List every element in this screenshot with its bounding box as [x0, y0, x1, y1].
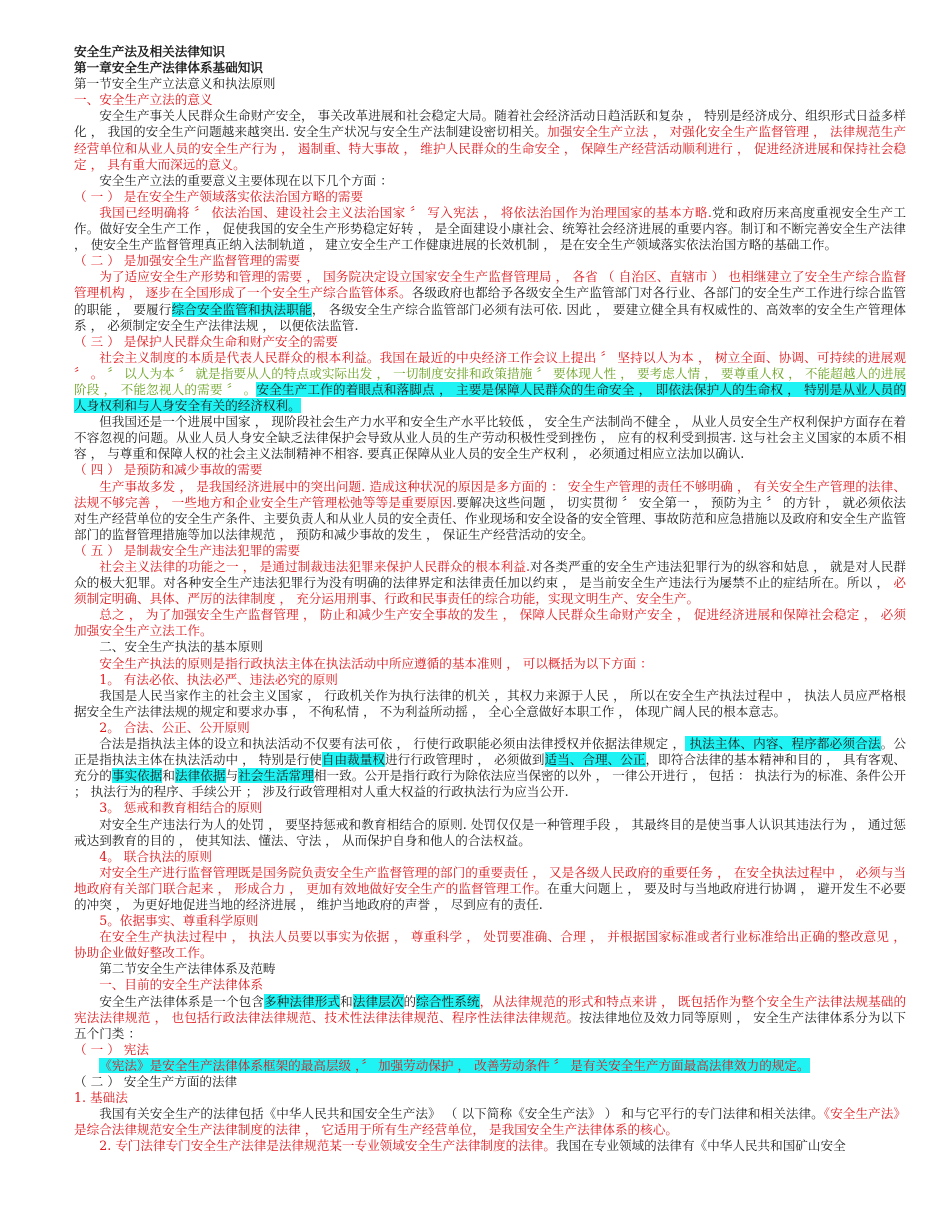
- text-run: 对各类严重的安全生产违法犯罪行为的纵容和姑息 ， 就是对人民群众的极大犯罪。对各种安全生产违法犯罪行为没有明确的法律界定和法律责任加以约束 ， 是当前安全生产违法行为屡禁不止的症结所在。所以 ，: [74, 559, 906, 591]
- paragraph: [74, 736, 906, 800]
- text-run: 安全生产法律体系是一个包含: [99, 993, 265, 1009]
- text-run: 安全生产事关人民群众生命财产安全， 事关改革进展和社会稳定大局。随着社会经济活动日趋活跃和复杂 ， 特别是经济成分、组织形式日益多样化 ， 我国的安全生产问题越来越突出. 安全生产状况与安全生产法制建设密切相关。: [74, 108, 906, 140]
- text-run: 的: [403, 993, 417, 1009]
- text-run: （ 五 ） 是制裁安全生产违法犯罪的需要: [74, 542, 301, 558]
- highlighted-text: 综合性系统: [416, 993, 480, 1009]
- text-run: 在安全生产执法过程中 ， 执法人员要以事实为依据 ， 尊重科学 ， 处罚要准确、合理 ， 并根据国家标准或者行业标准给出正确的整改意见 ， 协助企业做好整改工作。: [74, 929, 906, 961]
- paragraph: [74, 913, 906, 929]
- highlighted-text: 多种法律形式: [264, 993, 341, 1009]
- paragraph: [74, 479, 906, 543]
- paragraph: [74, 688, 906, 720]
- text-run: （ 一 ） 宪法: [74, 1041, 149, 1057]
- paragraph: [74, 1106, 906, 1138]
- highlighted-text: 自由裁量权: [321, 752, 386, 768]
- text-run: 对安全生产违法行为人的处罚 ， 要坚持惩戒和教育相结合的原则. 处罚仅仅是一种管理手段 ， 其最终目的是使当事人认识其违法行为 ， 通过惩戒达到教育的目的 ， 使其知法、懂法、守法 ， 从而保护自身和他人的合法权益。: [74, 816, 906, 848]
- highlighted-text: 法律层次: [352, 993, 404, 1009]
- document-body: [74, 44, 906, 1154]
- text-run: 合法是指执法主体的设立和执法活动不仅要有法可依 ， 行使行政职能必须由法律授权并依据法律规定 ，: [99, 736, 686, 752]
- text-run: 2。 合法、公正、公开原则: [99, 719, 250, 735]
- paragraph: [74, 656, 906, 672]
- highlighted-text: 安全生产工作的着眼点和落脚点 ， 主要是保障人民群众的生命安全 ， 即依法保护人的生命权 ， 特别是从业人员的人身权利和与人身安全有关的经济权利。: [74, 381, 906, 414]
- paragraph: [74, 849, 906, 865]
- paragraph: [74, 350, 906, 414]
- paragraph: [74, 189, 906, 205]
- text-run: 在重大问题上 ， 要及时与当地政府进行协调 ， 避开发生不必要的冲突 ， 为更好地促进当地的经济进展 ， 维护当地政府的声誉 ， 尽到应有的责任.: [74, 880, 906, 912]
- paragraph: [74, 865, 906, 913]
- text-run: 社会主义法律的功能之一 ， 是通过制裁违法犯罪来保护人民群众的根本利益.: [99, 559, 530, 574]
- text-run: 党和政府历来高度重视安全生产工作。做好安全生产工作 ， 促使我国的安全生产形势稳定好转 ， 是全面建设小康社会、统筹社会经济进展的重要内容。制订和不断完善安全生产法律 ， 使安全生产监督管理真正纳入法制轨道 ， 建立安全生产工作健康进展的长效机制 ， 是在安全生产领域落实依法治国方略的基础工作。: [74, 204, 906, 253]
- text-run: 一、安全生产立法的意义: [74, 92, 213, 108]
- paragraph: [74, 800, 906, 816]
- paragraph: [74, 1074, 906, 1090]
- text-run: 5。依据事实、尊重科学原则: [99, 913, 259, 929]
- text-run: 《安全生产法》是综合法律规范安全生产法律制度的法律 ， 它适用于所有生产经营单位， 是我国安全生产法律体系的核心。: [74, 1106, 907, 1138]
- paragraph: [74, 92, 906, 108]
- text-run: （ 二 ） 是加强安全生产监督管理的需要: [74, 253, 301, 269]
- highlighted-text: 社会生活常理: [238, 768, 314, 784]
- paragraph: [74, 607, 906, 639]
- text-run: 加强安全生产立法 ， 对强化安全生产监督管理 ， 法律规范生产经营单位和从业人员的安全生产行为 ， 遏制重、特大事故 ， 维护人民群众的生命安全 ， 保障生产经营活动顺利进行 ， 促进经济进展和保持社会稳定 ， 具有重大而深远的意义。: [74, 124, 907, 172]
- text-run: 和: [162, 768, 175, 784]
- paragraph: [74, 929, 906, 961]
- paragraph: [74, 414, 906, 462]
- text-run: 各级政府也都给予各级安全生产监管部门对各行业、各部门的安全生产工作进行综合监管的职能 ， 要履行: [74, 285, 906, 317]
- paragraph: [74, 961, 906, 977]
- text-run: ，从法律规范的形式和特点来讲 ， 既包括作为整个安全生产法律法规基础的宪法法律规范 ， 也包括行政法律法律规范、技术性法律法律规范、程序性法律法律规范。: [74, 993, 907, 1025]
- text-run: 生产事故多发 ， 是我国经济进展中的突出问题. 造成这种状况的原因是多方面的 ： 安全生产管理的责任不够明确 ， 有关安全生产管理的法律、法规不够完善 ， 一些地方和企业安全生产管理松弛等等是重要原因.: [74, 478, 906, 510]
- text-run: 相一致。公开是指行政行为除依法应当保密的以外 ， 一律公开进行 ， 包括 ： 执法行为的标准、条件公开 ； 执法行为的程序、手续公开 ； 涉及行政管理相对人重大权益的行政执法行为应当公开.: [74, 768, 907, 800]
- text-run: 安全生产立法的重要意义主要体现在以下几个方面 ：: [99, 172, 393, 188]
- text-run: 3。 惩戒和教育相结合的原则: [99, 800, 263, 816]
- text-run: （ 四 ） 是预防和减少事故的需要: [74, 462, 263, 478]
- paragraph: [74, 817, 906, 849]
- text-run: 但我国还是一个进展中国家 ， 现阶段社会生产力水平和安全生产水平比较低 ， 安全生产法制尚不健全 ， 从业人员安全生产权利保护方面存在着不容忽视的问题。从业人员人身安全缺乏法律保护会导致从业人员的生产劳动积极性受到挫伤 ， 应有的权利受到损害. 这与社会主义国家的本质不相容 ， 与尊重和保障人权的社会主义法制精神不相容. 要真正保障从业人员的安全生产权利 ， 必须通过相应立法加以确认.: [74, 414, 906, 462]
- paragraph: [74, 720, 906, 736]
- paragraph: [74, 462, 906, 478]
- text-run: 总之 ， 为了加强安全生产监督管理 ， 防止和减少生产安全事故的发生 ， 保障人民群众生命财产安全 ， 促进经济进展和保障社会稳定 ， 必须加强安全生产立法工作。: [74, 607, 906, 639]
- text-run: 社会主义制度的本质是代表人民群众的根本利益。我国在最近的中央经济工作会议上提出 〞 坚持以人为本 ， 树立全面、协调、可持续的进展观 〞 。: [74, 349, 906, 381]
- paragraph: [74, 269, 906, 333]
- paragraph: [74, 994, 906, 1042]
- highlighted-text: 法律依据: [175, 768, 226, 784]
- text-run: 第二节安全生产法律体系及范畴: [99, 961, 276, 977]
- paragraph: [74, 543, 906, 559]
- text-run: 进行行政管理时 ， 必须做到: [385, 752, 545, 768]
- text-run: 第一章安全生产法律体系基础知识: [74, 60, 263, 76]
- paragraph: [74, 1042, 906, 1058]
- text-run: 要解决这些问题 ， 切实贯彻 〞 安全第一 ， 预防为主 〞 的方针 ， 就必须依法对生产经营单位的安全生产条件、主要负责人和从业人员的安全责任、作业现场和安全设备的安全管理、事故防范和应急措施以及政府和安全生产监管部门的监督管理措施等加以法律规范 ， 预防和减少事故的发生 ， 保证生产经营活动的安全。: [74, 494, 906, 542]
- heading: [74, 60, 906, 76]
- text-run: 第一节安全生产立法意义和执法原则: [74, 76, 276, 92]
- text-run: 和: [340, 993, 353, 1009]
- text-run: 一、目前的安全生产法律体系: [99, 977, 263, 993]
- paragraph: [74, 672, 906, 688]
- text-run: 我国在专业领域的法律有《中华人民共和国矿山安全: [556, 1138, 846, 1154]
- text-run: 对安全生产进行监督管理既是国务院负责安全生产监督管理的部门的重要责任 ， 又是各级人民政府的重要任务 ， 在安全执法过程中 ， 必须与当地政府有关部门联合起来 ， 形成合力 ， 更加有效地做好安全生产的监督管理工作。: [74, 864, 906, 896]
- highlighted-text: 事实依据: [111, 768, 163, 784]
- text-run: 安全生产执法的原则是指行政执法主体在执法活动中所应遵循的基本准则 ， 可以概括为以下方面 ：: [99, 655, 653, 671]
- text-run: 我国有关安全生产的法律包括《中华人民共和国安全生产法》 （ 以下简称《安全生产法》 ） 和与它平行的专门法律和相关法律。: [99, 1106, 824, 1122]
- text-run: 〞 以人为本 〞 就是指要从人的特点或实际出发 ， 一切制度安排和政策措施 〞 要体现人性 ， 要考虑人情 ， 要尊重人权 ， 不能超越人的进展阶段 ， 不能忽视人的需要 〞 。: [74, 365, 906, 397]
- text-run: 与: [225, 768, 239, 784]
- paragraph: [74, 1138, 906, 1154]
- text-run: （ 一 ） 是在安全生产领域落实依法治国方略的需要: [74, 188, 364, 204]
- text-run: （ 三 ） 是保护人民群众生命和财产安全的需要: [74, 333, 338, 349]
- highlighted-text: 综合安全监管和执法职能: [171, 301, 312, 317]
- paragraph: [74, 76, 906, 92]
- text-run: 1。 有法必依、执法必严、违法必究的原则: [99, 671, 338, 687]
- paragraph: [74, 1058, 906, 1074]
- text-run: 1. 基础法: [74, 1090, 128, 1106]
- text-run: 我国是人民当家作主的社会主义国家 ， 行政机关作为执行法律的机关 ，其权力来源于人民 ， 所以在安全生产执法过程中 ， 执法人员应严格根据安全生产法律法规的规定和要求办事 ， 不徇私情 ， 不为利益所动摇 ， 全心全意做好本职工作 ， 体现广阔人民的根本意志。: [74, 687, 906, 719]
- paragraph: [74, 108, 906, 172]
- paragraph: [74, 559, 906, 607]
- text-run: 2. 专门法律专门安全生产法律是法律规范某一专业领域安全生产法律制度的法律。: [99, 1138, 556, 1154]
- highlighted-text: 执法主体、内容、程序都必须合法: [685, 736, 881, 752]
- paragraph: [74, 334, 906, 350]
- text-run: 二、安全生产执法的基本原则: [99, 639, 263, 655]
- heading: [74, 44, 906, 60]
- text-run: 安全生产法及相关法律知识: [74, 44, 226, 59]
- text-run: 。公正是指执法主体在执法活动中 ， 特别是行使: [74, 736, 906, 768]
- paragraph: [74, 253, 906, 269]
- text-run: ，即符合法律的基本精神和目的 ， 具有客观、充分的: [74, 752, 907, 784]
- paragraph: [74, 977, 906, 993]
- highlighted-text: 适当、合理、公正: [544, 752, 646, 768]
- text-run: ， 各级安全生产综合监管部门必须有法可依. 因此 ， 要建立健全具有权威性的、高效率的安全生产管理体系 ， 必须制定安全生产法律法规 ， 以便依法监管.: [74, 301, 906, 333]
- text-run: 4。 联合执法的原则: [99, 848, 212, 864]
- text-run: 按法律地位及效力同等原则 ， 安全生产法律体系分为以下五个门类 ：: [74, 1009, 906, 1041]
- highlighted-text: 《宪法》是安全生产法律体系框架的最高层级 ，〞 加强劳动保护 ， 改善劳动条件 〞 是有关安全生产方面最高法律效力的规定。: [99, 1057, 810, 1073]
- text-run: 为了适应安全生产形势和管理的需要 ， 国务院决定设立国家安全生产监督管理局 ， 各省 （ 自治区、直辖市 ） 也相继建立了安全生产综合监督管理机构 ， 逐步在全国形成了一个安全生产综合监管体系。: [74, 269, 906, 301]
- text-run: （ 二 ） 安全生产方面的法律: [74, 1074, 238, 1089]
- text-run: 必须制定明确、具体、严厉的法律制度 ， 充分运用刑事、行政和民事责任的综合功能，实现文明生产、安全生产。: [74, 575, 906, 607]
- text-run: 我国已经明确将 〞 依法治国、建设社会主义法治国家 〞 写入宪法 ， 将依法治国作为治理国家的基本方略.: [99, 204, 712, 220]
- paragraph: [74, 1090, 906, 1106]
- paragraph: [74, 639, 906, 655]
- paragraph: [74, 205, 906, 253]
- paragraph: [74, 173, 906, 189]
